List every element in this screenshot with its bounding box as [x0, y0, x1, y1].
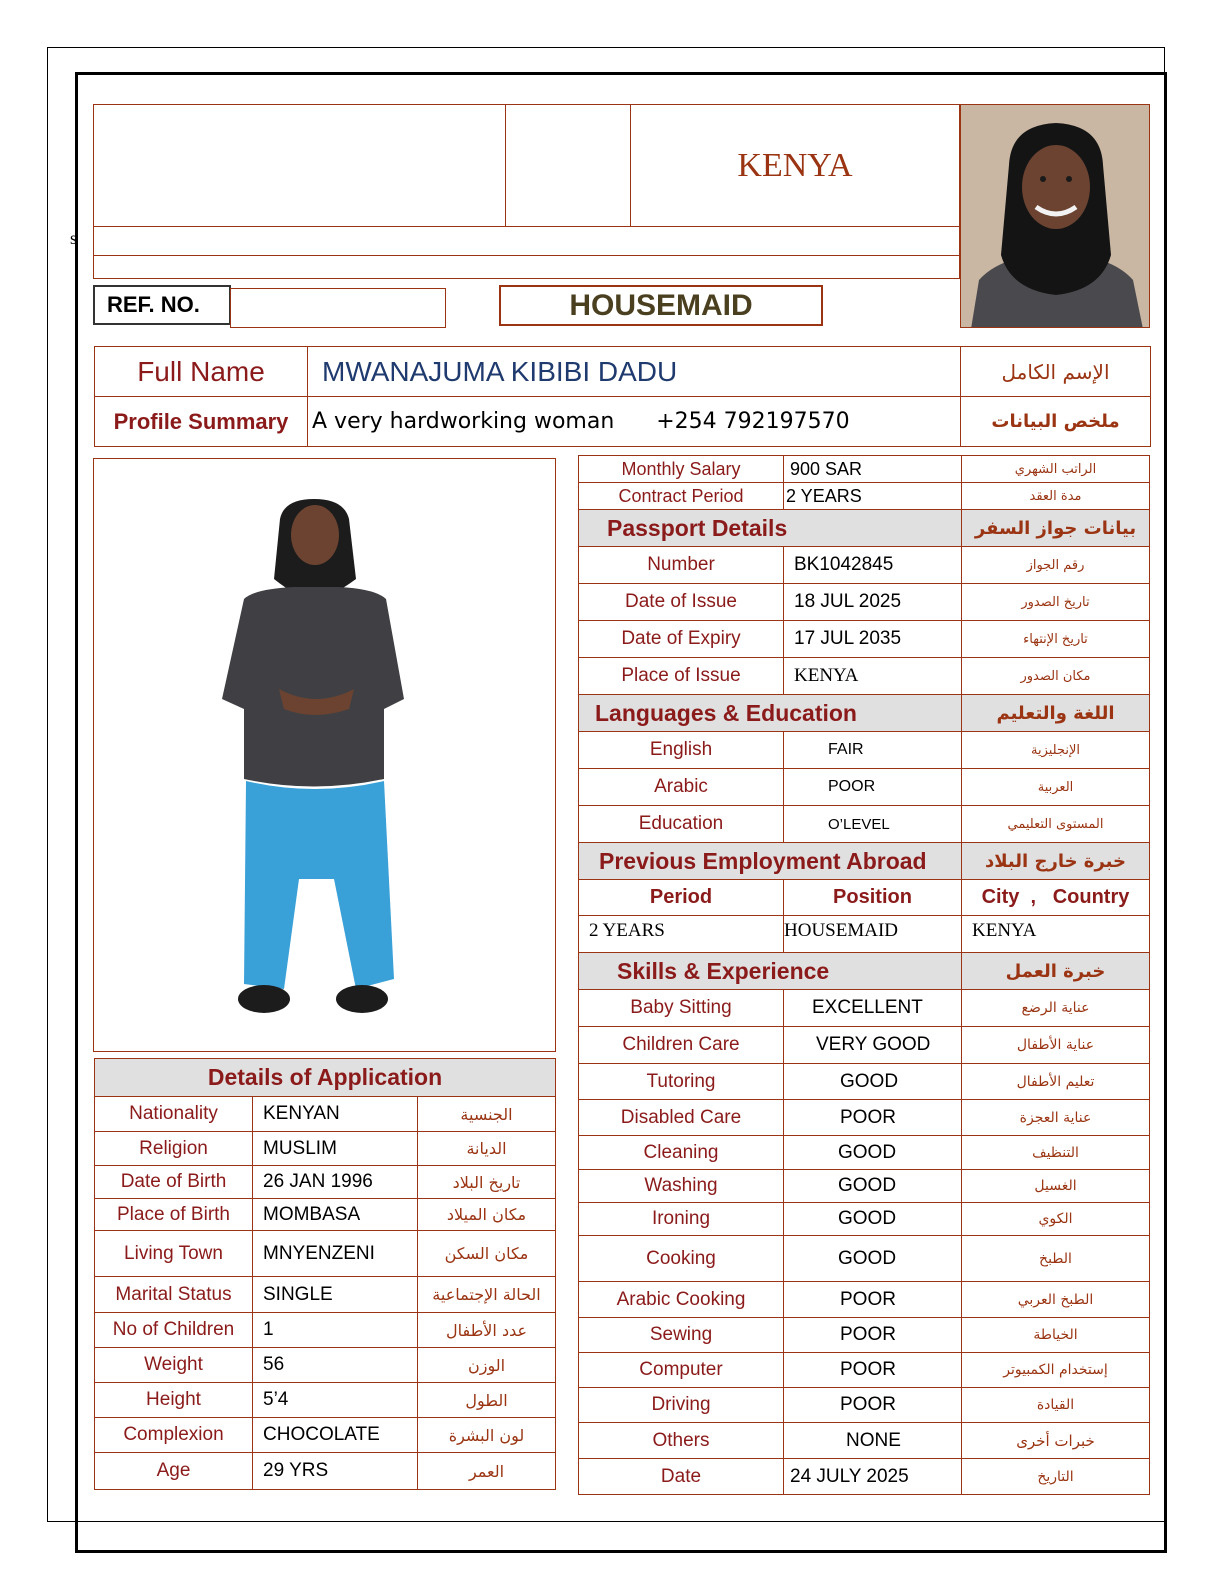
- row-value: GOOD: [784, 1064, 962, 1100]
- row-label: Nationality: [95, 1097, 253, 1132]
- table-row: [95, 1199, 556, 1231]
- period-header: Period: [579, 880, 784, 916]
- ref-no-value: [230, 288, 446, 328]
- row-arabic: الكوي: [962, 1203, 1150, 1236]
- row-value: 18 JUL 2025: [784, 584, 962, 621]
- row-value: 17 JUL 2035: [784, 621, 962, 658]
- section-title: Passport Details: [579, 510, 962, 547]
- row-arabic: الطبخ: [962, 1236, 1150, 1282]
- table-row: [95, 1383, 556, 1418]
- section-title: Previous Employment Abroad: [579, 843, 962, 880]
- row-label: Disabled Care: [579, 1100, 784, 1136]
- table-row: [579, 483, 1150, 510]
- table-row: [95, 1418, 556, 1453]
- section-header-skills: [579, 953, 1150, 990]
- row-arabic: الخياطة: [962, 1318, 1150, 1353]
- row-arabic: الوزن: [418, 1348, 556, 1383]
- row-arabic: الراتب الشهري: [962, 456, 1150, 483]
- table-row: [95, 1097, 556, 1132]
- row-value: 900 SAR: [784, 456, 962, 483]
- row-value: 5’4: [253, 1383, 418, 1418]
- table-row: [579, 1423, 1150, 1459]
- row-value: POOR: [784, 1100, 962, 1136]
- table-row: [95, 1277, 556, 1313]
- row-label: Tutoring: [579, 1064, 784, 1100]
- row-label: Height: [95, 1383, 253, 1418]
- table-row: [579, 1459, 1150, 1495]
- row-label: Date: [579, 1459, 784, 1495]
- row-value: 29 YRS: [253, 1453, 418, 1490]
- table-row: [579, 1170, 1150, 1203]
- row-label: Age: [95, 1453, 253, 1490]
- row-label: English: [579, 732, 784, 769]
- section-title: Languages & Education: [579, 695, 962, 732]
- city-country-header: City , Country: [962, 880, 1150, 916]
- row-arabic: الطول: [418, 1383, 556, 1418]
- full-name-row: [95, 347, 1151, 397]
- table-row: [579, 732, 1150, 769]
- row-value: MNYENZENI: [253, 1231, 418, 1277]
- application-title: Details of Application: [95, 1059, 556, 1097]
- table-row: [579, 1136, 1150, 1170]
- row-arabic: إستخدام الكمبيوتر: [962, 1353, 1150, 1388]
- table-row: [95, 1132, 556, 1166]
- row-value: POOR: [784, 769, 962, 806]
- row-value: MOMBASA: [253, 1199, 418, 1231]
- section-header-passport: [579, 510, 1150, 547]
- row-label: Washing: [579, 1170, 784, 1203]
- profile-summary-value: A very hardworking woman +254 792197570: [308, 397, 961, 447]
- row-value: EXCELLENT: [784, 990, 962, 1027]
- row-arabic: الإنجليزية: [962, 732, 1150, 769]
- row-value: GOOD: [784, 1203, 962, 1236]
- row-value: CHOCOLATE: [253, 1418, 418, 1453]
- table-row: [579, 547, 1150, 584]
- full-body-photo: [93, 458, 556, 1052]
- section-title-arabic: خبرة خارج البلاد: [962, 843, 1150, 880]
- row-arabic: تاريخ البلاد: [418, 1166, 556, 1199]
- row-value: POOR: [784, 1318, 962, 1353]
- table-row: [579, 1388, 1150, 1423]
- section-header-employment: [579, 843, 1150, 880]
- row-label: Sewing: [579, 1318, 784, 1353]
- section-title-arabic: خبرة العمل: [962, 953, 1150, 990]
- row-arabic: المستوى التعليمي: [962, 806, 1150, 843]
- full-name-value: MWANAJUMA KIBIBI DADU: [308, 347, 961, 397]
- row-label: Driving: [579, 1388, 784, 1423]
- table-row: [579, 621, 1150, 658]
- row-label: Children Care: [579, 1027, 784, 1064]
- row-label: Marital Status: [95, 1277, 253, 1313]
- row-arabic: عناية الرضع: [962, 990, 1150, 1027]
- table-row: [579, 1064, 1150, 1100]
- row-value: FAIR: [784, 732, 962, 769]
- table-row: [579, 769, 1150, 806]
- table-row: [579, 1282, 1150, 1318]
- table-row: [579, 1100, 1150, 1136]
- table-row: [95, 1313, 556, 1348]
- row-arabic: الغسيل: [962, 1170, 1150, 1203]
- header-strip-2: [93, 255, 960, 279]
- row-label: Number: [579, 547, 784, 584]
- table-row: [95, 1348, 556, 1383]
- row-arabic: الجنسية: [418, 1097, 556, 1132]
- identity-table: [94, 346, 1151, 447]
- row-value: 1: [253, 1313, 418, 1348]
- row-value: GOOD: [784, 1170, 962, 1203]
- row-label: Date of Birth: [95, 1166, 253, 1199]
- table-row: [95, 1231, 556, 1277]
- row-value: SINGLE: [253, 1277, 418, 1313]
- row-value: 56: [253, 1348, 418, 1383]
- row-label: Religion: [95, 1132, 253, 1166]
- row-arabic: مكان الصدور: [962, 658, 1150, 695]
- row-arabic: تعليم الأطفال: [962, 1064, 1150, 1100]
- portrait-photo: [960, 104, 1150, 328]
- row-value: NONE: [784, 1423, 962, 1459]
- row-value: POOR: [784, 1388, 962, 1423]
- header-box-middle: [505, 104, 631, 227]
- row-label: Cooking: [579, 1236, 784, 1282]
- employment-period: 2 YEARS: [579, 916, 784, 953]
- table-row: [579, 990, 1150, 1027]
- full-name-label: Full Name: [95, 347, 308, 397]
- table-row: [579, 1318, 1150, 1353]
- row-arabic: العربية: [962, 769, 1150, 806]
- row-arabic: عناية الأطفال: [962, 1027, 1150, 1064]
- table-row: [579, 806, 1150, 843]
- row-arabic: الطبخ العربي: [962, 1282, 1150, 1318]
- profile-summary-row: [95, 397, 1151, 447]
- details-table: [578, 455, 1150, 1495]
- row-arabic: الحالة الإجتماعية: [418, 1277, 556, 1313]
- row-value: POOR: [784, 1282, 962, 1318]
- row-label: Contract Period: [579, 483, 784, 510]
- table-row: [579, 1236, 1150, 1282]
- row-arabic: تاريخ الصدور: [962, 584, 1150, 621]
- row-value: 2 YEARS: [784, 483, 962, 510]
- row-arabic: رقم الجواز: [962, 547, 1150, 584]
- row-label: Complexion: [95, 1418, 253, 1453]
- row-value: 24 JULY 2025: [784, 1459, 962, 1495]
- employment-header-row: [579, 880, 1150, 916]
- row-arabic: خبرات أخرى: [962, 1423, 1150, 1459]
- employment-position: HOUSEMAID: [784, 916, 962, 953]
- employment-city: KENYA: [962, 916, 1150, 953]
- row-arabic: مكان السكن: [418, 1231, 556, 1277]
- row-value: O’LEVEL: [784, 806, 962, 843]
- application-details-table: [94, 1058, 556, 1490]
- table-row: [579, 658, 1150, 695]
- stray-character: s: [70, 228, 78, 248]
- table-row: [95, 1453, 556, 1490]
- row-value: BK1042845: [784, 547, 962, 584]
- row-arabic: التاريخ: [962, 1459, 1150, 1495]
- row-value: VERY GOOD: [784, 1027, 962, 1064]
- row-value: GOOD: [784, 1236, 962, 1282]
- country-title: KENYA: [737, 147, 853, 184]
- row-arabic: عناية العجزة: [962, 1100, 1150, 1136]
- application-header-row: [95, 1059, 556, 1097]
- row-label: Others: [579, 1423, 784, 1459]
- row-arabic: العمر: [418, 1453, 556, 1490]
- row-label: Cleaning: [579, 1136, 784, 1170]
- table-row: [579, 456, 1150, 483]
- row-value: KENYA: [784, 658, 962, 695]
- row-value: POOR: [784, 1353, 962, 1388]
- row-arabic: عدد الأطفال: [418, 1313, 556, 1348]
- header-box-left: [93, 104, 506, 227]
- row-label: Place of Issue: [579, 658, 784, 695]
- table-row: [95, 1166, 556, 1199]
- section-title: Skills & Experience: [579, 953, 962, 990]
- full-name-arabic: الإسم الكامل: [961, 347, 1151, 397]
- table-row: [579, 1027, 1150, 1064]
- row-arabic: مدة العقد: [962, 483, 1150, 510]
- row-label: Weight: [95, 1348, 253, 1383]
- row-label: Arabic: [579, 769, 784, 806]
- position-header: Position: [784, 880, 962, 916]
- row-label: Arabic Cooking: [579, 1282, 784, 1318]
- row-label: Date of Issue: [579, 584, 784, 621]
- row-arabic: الديانة: [418, 1132, 556, 1166]
- row-arabic: لون البشرة: [418, 1418, 556, 1453]
- row-value: KENYAN: [253, 1097, 418, 1132]
- row-label: Computer: [579, 1353, 784, 1388]
- profile-summary-label: Profile Summary: [95, 397, 308, 447]
- table-row: [579, 916, 1150, 953]
- row-label: Living Town: [95, 1231, 253, 1277]
- row-arabic: القيادة: [962, 1388, 1150, 1423]
- row-value: MUSLIM: [253, 1132, 418, 1166]
- row-label: Education: [579, 806, 784, 843]
- section-header-languages: [579, 695, 1150, 732]
- row-arabic: تاريخ الإنتهاء: [962, 621, 1150, 658]
- row-label: Monthly Salary: [579, 456, 784, 483]
- row-arabic: التنظيف: [962, 1136, 1150, 1170]
- row-label: Place of Birth: [95, 1199, 253, 1231]
- row-label: Baby Sitting: [579, 990, 784, 1027]
- profile-summary-arabic: ملخص البيانات: [961, 397, 1151, 447]
- section-title-arabic: اللغة والتعليم: [962, 695, 1150, 732]
- table-row: [579, 1353, 1150, 1388]
- ref-no-label: REF. NO.: [93, 285, 231, 325]
- row-value: 26 JAN 1996: [253, 1166, 418, 1199]
- table-row: [579, 584, 1150, 621]
- job-title: HOUSEMAID: [499, 285, 823, 326]
- section-title-arabic: بيانات جواز السفر: [962, 510, 1150, 547]
- row-label: No of Children: [95, 1313, 253, 1348]
- row-label: Date of Expiry: [579, 621, 784, 658]
- table-row: [579, 1203, 1150, 1236]
- row-label: Ironing: [579, 1203, 784, 1236]
- row-arabic: مكان الميلاد: [418, 1199, 556, 1231]
- row-value: GOOD: [784, 1136, 962, 1170]
- header-strip-1: [93, 226, 960, 256]
